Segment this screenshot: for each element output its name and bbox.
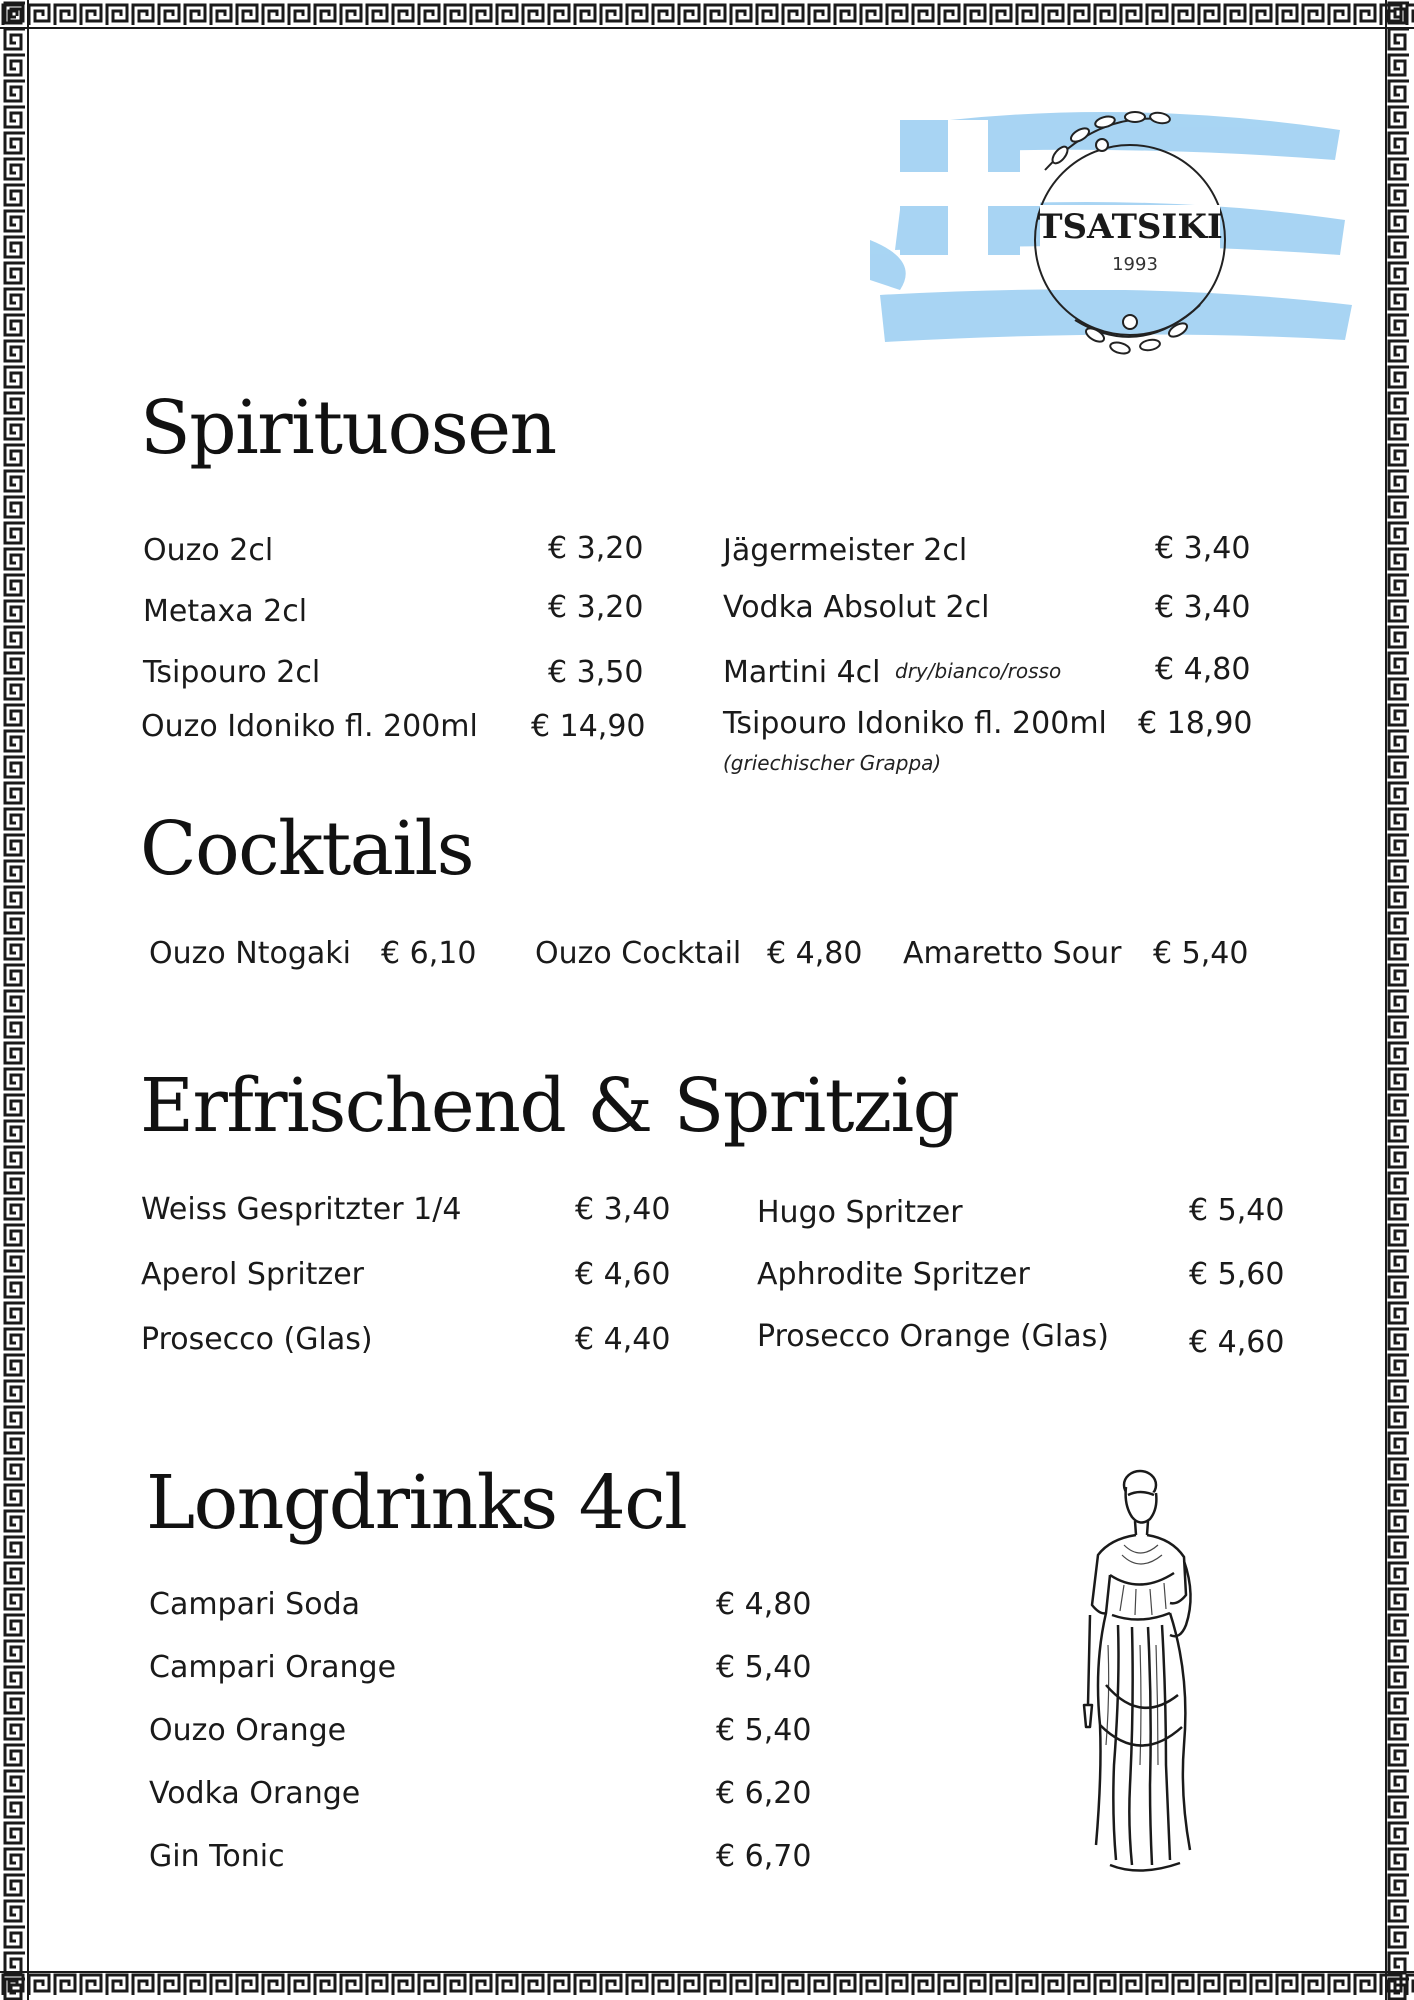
menu-item-price: € 6,10 xyxy=(381,936,477,971)
menu-item-name: Metaxa 2cl xyxy=(143,594,308,629)
menu-item-name: Ouzo Idoniko fl. 200ml xyxy=(141,709,478,744)
menu-item-price: € 3,40 xyxy=(1155,590,1251,625)
menu-item-price: € 3,20 xyxy=(548,531,644,566)
menu-item-name: Ouzo Orange xyxy=(149,1713,347,1748)
menu-item-name: Gin Tonic xyxy=(149,1839,285,1874)
menu-item-name: Prosecco Orange (Glas) xyxy=(757,1319,1109,1354)
menu-item-note: dry/bianco/rosso xyxy=(895,659,1062,683)
menu-item-price: € 3,50 xyxy=(548,655,644,690)
menu-item-name: Aphrodite Spritzer xyxy=(757,1257,1030,1292)
greek-key-border-bottom xyxy=(0,1970,1414,2000)
greek-key-border-top xyxy=(0,0,1414,30)
menu-item-name: Tsipouro 2cl xyxy=(143,655,321,690)
menu-item-price: € 14,90 xyxy=(531,709,646,744)
menu-item-price: € 4,80 xyxy=(716,1587,812,1622)
menu-item-price: € 3,20 xyxy=(548,590,644,625)
logo-year: 1993 xyxy=(1112,254,1158,275)
menu-item-price: € 5,60 xyxy=(1189,1257,1285,1292)
menu-item-price: € 5,40 xyxy=(716,1713,812,1748)
greek-key-border-right xyxy=(1384,0,1414,2000)
menu-item-note: (griechischer Grappa) xyxy=(723,751,942,775)
menu-item-price: € 5,40 xyxy=(1153,936,1249,971)
menu-item-name: Ouzo 2cl xyxy=(143,533,274,568)
logo-name: TSATSIKI xyxy=(1037,207,1223,247)
menu-item-price: € 4,60 xyxy=(575,1257,671,1292)
menu-item-price: € 3,40 xyxy=(575,1192,671,1227)
greek-woman-icon xyxy=(1040,1465,1240,1885)
menu-item-name: Tsipouro Idoniko fl. 200ml xyxy=(723,706,1107,741)
menu-item-price: € 18,90 xyxy=(1138,706,1253,741)
section-heading-spirituosen: Spirituosen xyxy=(140,385,556,471)
menu-item-price: € 6,70 xyxy=(716,1839,812,1874)
menu-item-name: Jägermeister 2cl xyxy=(723,533,968,568)
menu-item-name: Ouzo Cocktail xyxy=(535,936,742,971)
menu-item-name: Weiss Gespritzter 1/4 xyxy=(141,1192,462,1227)
menu-item-price: € 4,40 xyxy=(575,1322,671,1357)
greek-flag-brush-icon xyxy=(840,90,1360,420)
menu-item-price: € 6,20 xyxy=(716,1776,812,1811)
menu-item-price: € 5,40 xyxy=(1189,1193,1285,1228)
menu-item-name: Martini 4cl xyxy=(723,655,881,690)
menu-item-name: Prosecco (Glas) xyxy=(141,1322,373,1357)
menu-item-name: Campari Soda xyxy=(149,1587,361,1622)
menu-item-name: Ouzo Ntogaki xyxy=(149,936,351,971)
menu-item-price: € 4,80 xyxy=(767,936,863,971)
section-heading-erfrischend: Erfrischend & Spritzig xyxy=(140,1063,959,1149)
menu-item-name: Campari Orange xyxy=(149,1650,397,1685)
greek-key-border-left xyxy=(0,0,30,2000)
menu-item-name: Hugo Spritzer xyxy=(757,1195,963,1230)
menu-item-name: Amaretto Sour xyxy=(903,936,1122,971)
menu-item-name: Vodka Orange xyxy=(149,1776,361,1811)
menu-item-name: Aperol Spritzer xyxy=(141,1257,364,1292)
restaurant-logo xyxy=(840,90,1360,420)
section-heading-longdrinks: Longdrinks 4cl xyxy=(146,1460,687,1546)
menu-item-price: € 5,40 xyxy=(716,1650,812,1685)
menu-item-price: € 4,60 xyxy=(1189,1325,1285,1360)
section-heading-cocktails: Cocktails xyxy=(140,806,474,892)
menu-item-price: € 3,40 xyxy=(1155,531,1251,566)
menu-item-price: € 4,80 xyxy=(1155,652,1251,687)
greek-woman-illustration xyxy=(1040,1465,1240,1885)
menu-item-name: Vodka Absolut 2cl xyxy=(723,590,990,625)
